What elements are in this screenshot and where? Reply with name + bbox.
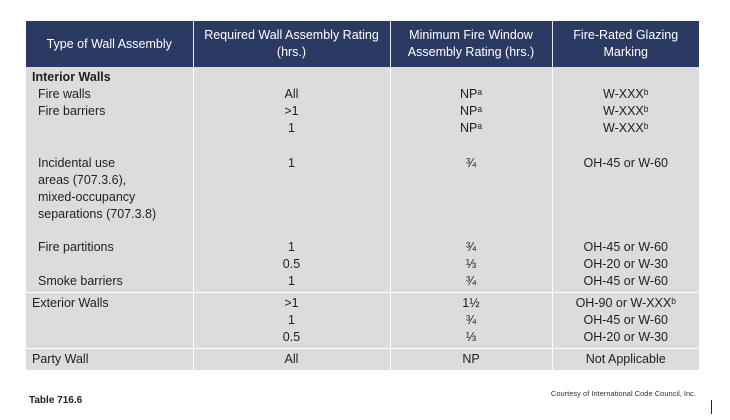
section-heading-party: Party Wall [32,352,89,366]
wall-rating-cell: 1 [193,312,390,329]
window-rating-cell: NPᵃ [390,120,552,137]
row-label: Fire barriers [38,104,106,118]
marking-cell: Not Applicable [552,349,699,371]
wall-rating-cell: 1 [193,239,390,256]
marking-cell: W-XXXᵇ [552,120,699,137]
wall-rating-cell: All [193,86,390,103]
table-row [26,239,699,256]
header-window-rating: Minimum Fire Window Assembly Rating (hrs.) [390,21,552,67]
marking-cell: OH-45 or W-60 [552,273,699,293]
table-row [26,137,699,155]
marking-cell: OH-90 or W-XXXᵇ [552,293,699,313]
header-glazing-marking: Fire-Rated Glazing Marking [552,21,699,67]
wall-rating-cell: >1 [193,293,390,313]
table-row [26,223,699,239]
window-rating-cell: NP [390,349,552,371]
table-row [26,312,699,329]
section-heading-exterior: Exterior Walls [32,296,109,310]
row-label: Fire partitions [38,240,114,254]
row-label-line: areas (707.3.6), [38,173,127,187]
header-wall-type: Type of Wall Assembly [26,21,193,67]
row-label: Fire walls [38,87,91,101]
row-label-line: separations (707.3.8) [38,207,157,221]
table-row [26,273,699,293]
marking-cell: OH-45 or W-60 [552,239,699,256]
window-rating-cell: ¾ [390,312,552,329]
table-row [26,349,699,371]
window-rating-cell: ¾ [390,273,552,293]
table-caption: Table 716.6 [29,395,83,406]
table-row [26,155,699,223]
credit-line: Courtesy of International Code Council, Inc. [550,389,696,398]
text-cursor [711,400,712,414]
table-row [26,256,699,273]
marking-cell: OH-45 or W-60 [552,155,699,223]
wall-rating-cell: 1 [193,273,390,293]
window-rating-cell: ⅓ [390,329,552,349]
window-rating-cell: ¾ [390,155,552,223]
window-rating-cell: ¾ [390,239,552,256]
row-label-line: mixed-occupancy [38,190,136,204]
wall-rating-cell: 1 [193,120,390,137]
row-label-line: Incidental use [38,156,116,170]
section-heading-interior: Interior Walls [32,70,111,84]
marking-cell: W-XXXᵇ [552,86,699,103]
wall-rating-cell: >1 [193,103,390,120]
marking-cell: OH-20 or W-30 [552,329,699,349]
fire-rating-table-figure [26,21,699,393]
wall-rating-cell: 1 [193,155,390,223]
window-rating-cell: NPᵃ [390,86,552,103]
table-row [26,329,699,349]
window-rating-cell: 1½ [390,293,552,313]
table-row [26,120,699,137]
table-row [26,103,699,120]
marking-cell: OH-45 or W-60 [552,312,699,329]
marking-cell: W-XXXᵇ [552,103,699,120]
marking-cell: OH-20 or W-30 [552,256,699,273]
table-row [26,293,699,313]
wall-rating-cell: 0.5 [193,329,390,349]
wall-rating-cell: All [193,349,390,371]
table-row [26,67,699,86]
table-row [26,86,699,103]
row-label: Smoke barriers [38,274,123,288]
window-rating-cell: ⅓ [390,256,552,273]
wall-rating-cell: 0.5 [193,256,390,273]
table-header-row [26,21,699,67]
header-wall-rating: Required Wall Assembly Rating (hrs.) [193,21,390,67]
window-rating-cell: NPᵃ [390,103,552,120]
fire-rating-table [26,21,699,370]
